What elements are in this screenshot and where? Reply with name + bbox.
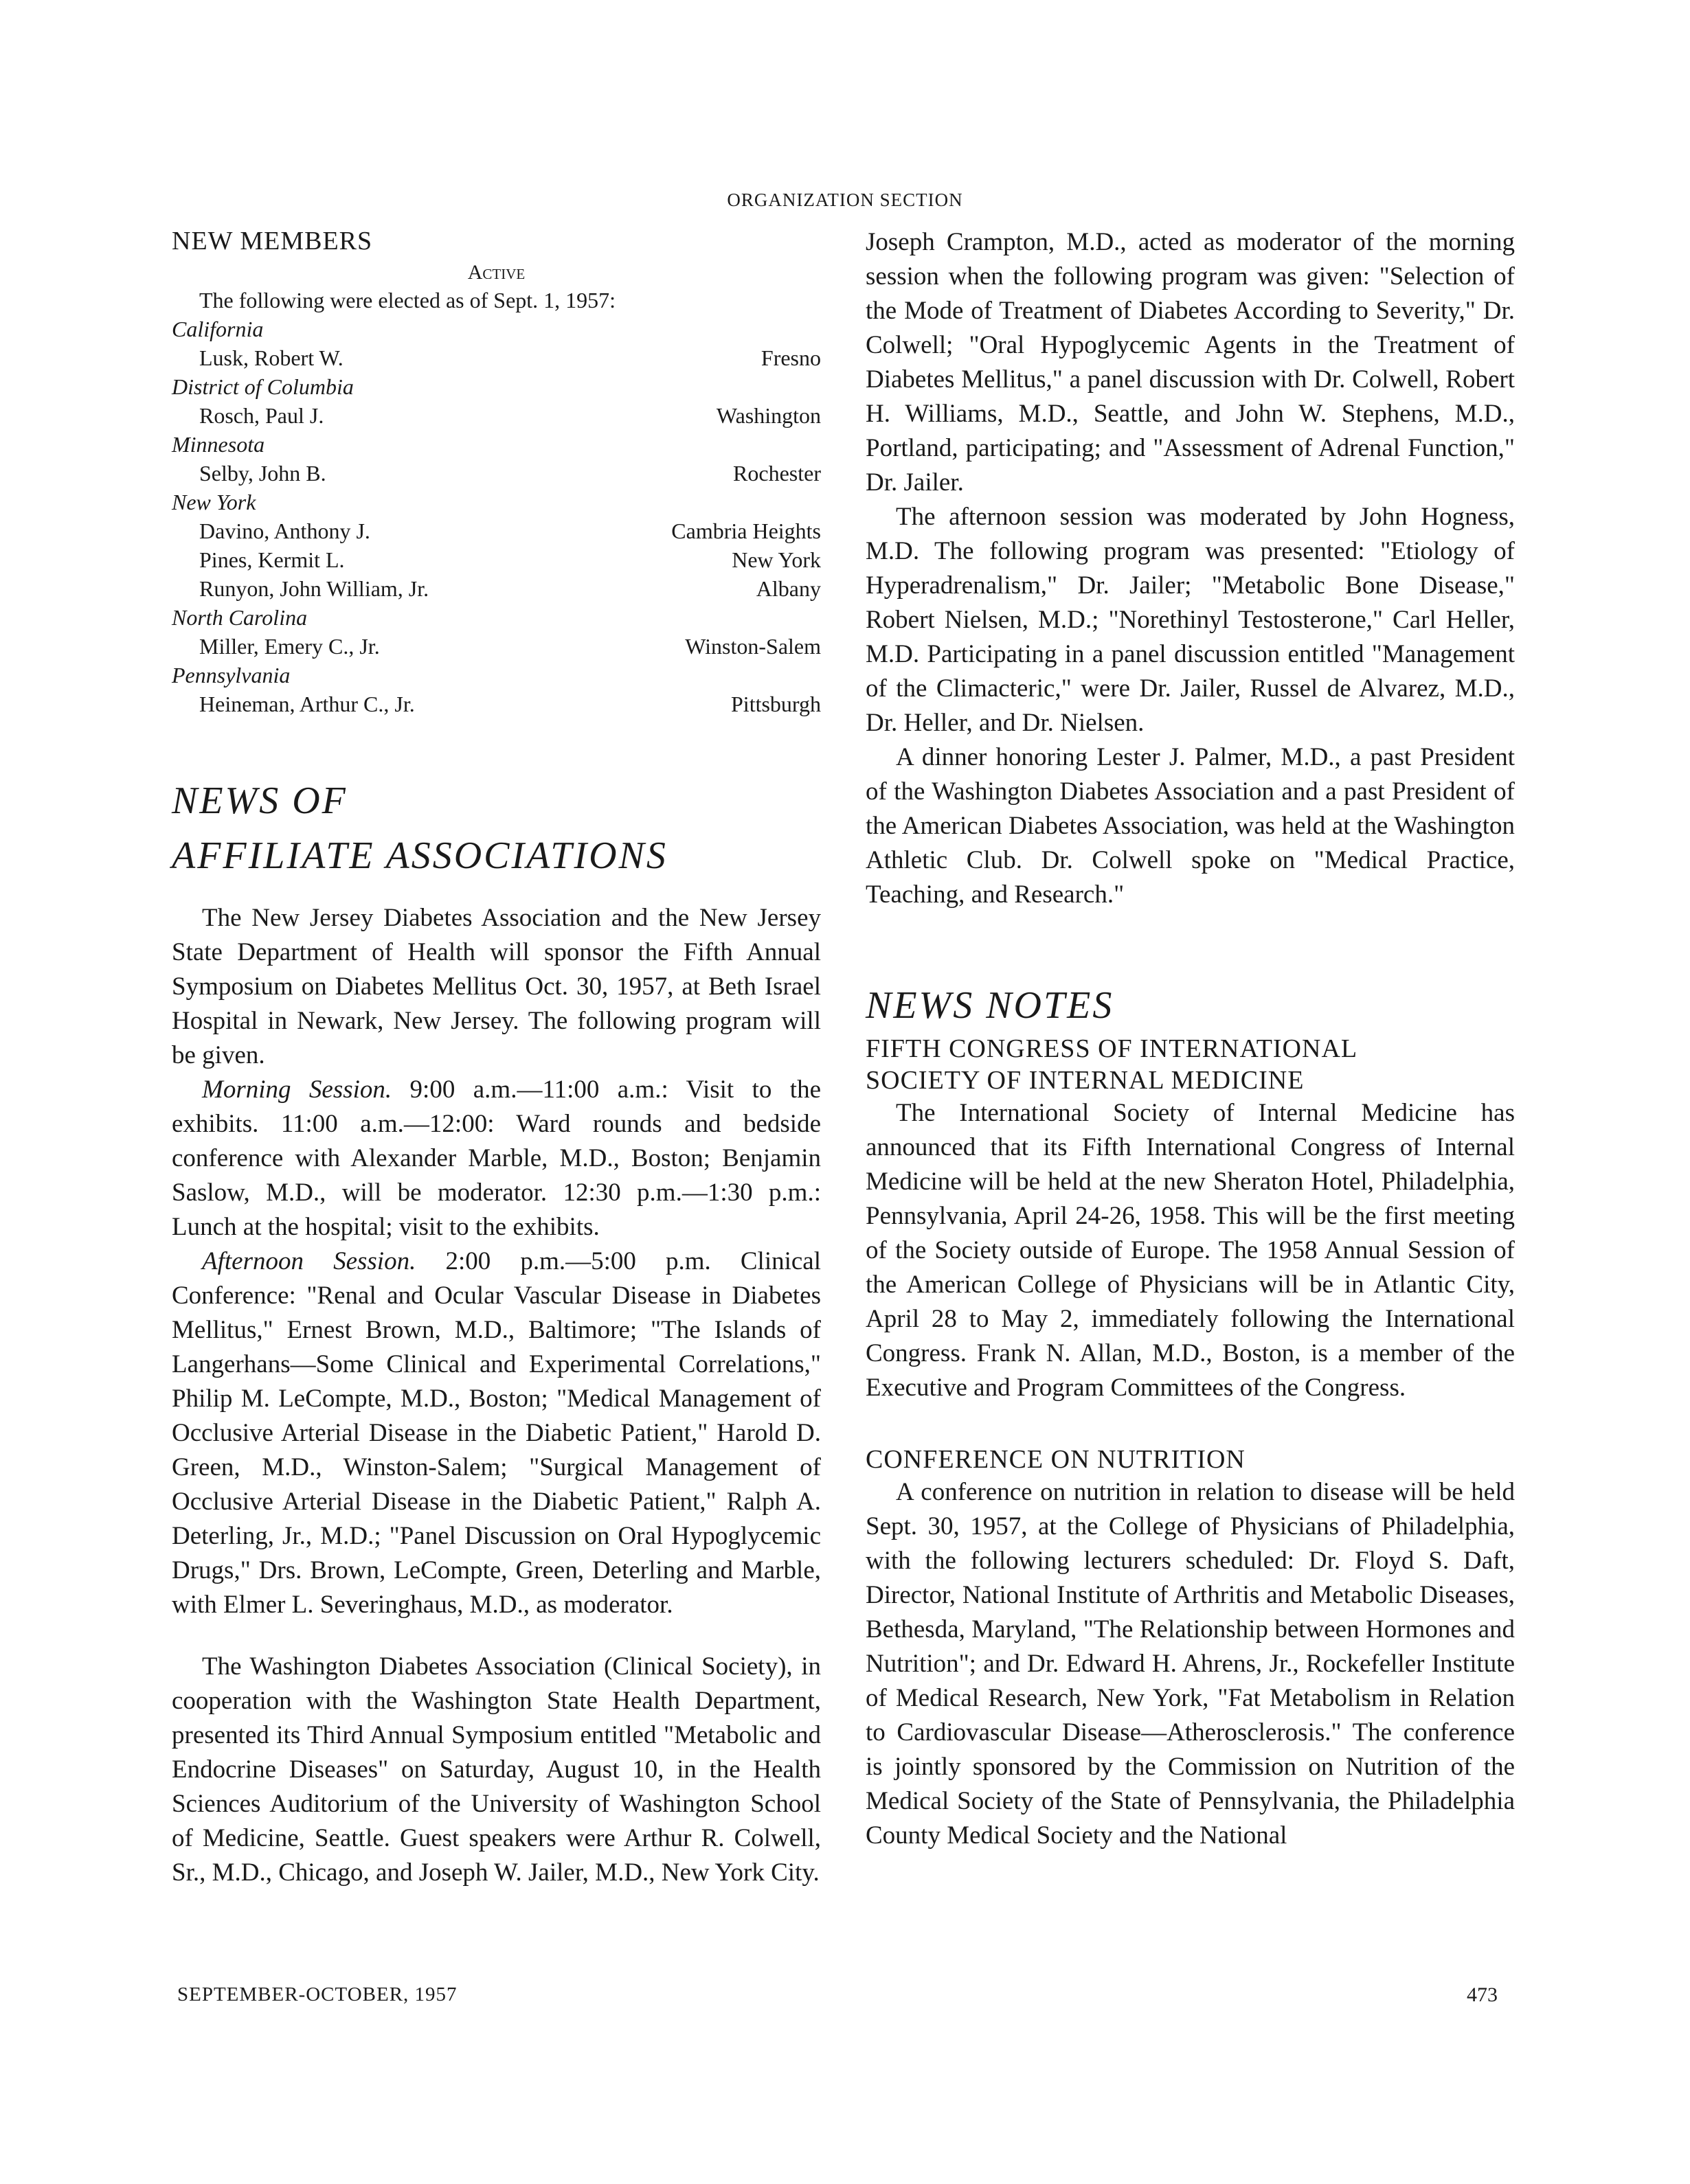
member-name: Selby, John B. (199, 461, 326, 486)
state-label: Minnesota (172, 432, 265, 457)
affiliate-heading-line1: NEWS OF (172, 780, 348, 822)
nutrition-paragraph: A conference on nutrition in relation to disease will be held Sept. 30, 1957, at the College of Physicians of Philadelphia, with the following lecturers scheduled: Dr. Floyd S. Daft, Director, National Institute of Arthritis and Metabolic Diseases, Bethesda, Maryland, "The Relationship between Hormones and Nutrition"; and Dr. Edward H. Ahrens, Jr., Rockefeller Institute of Medical Research, New York, "Fat Metabolism in Relation to Cardiovascular Disease—Atherosclerosis." The conference is jointly sponsored by the Commission on Nutrition of the Medical Society of the State of Pennsylvania, the Philadelphia County Medical Society and the National (866, 1478, 1515, 1850)
congress-heading-line2: SOCIETY OF INTERNAL MEDICINE (866, 1066, 1305, 1095)
member-row (172, 401, 821, 430)
afternoon-session-label: Afternoon Session. (202, 1247, 416, 1275)
member-row (172, 690, 821, 718)
member-row (172, 545, 821, 574)
morning-session-paragraph (172, 1073, 821, 1244)
active-subheading: Active (467, 261, 526, 284)
member-row (172, 574, 821, 603)
members-intro: The following were elected as of Sept. 1, 1957: (199, 288, 616, 312)
washington-continued-paragraph: Joseph Crampton, M.D., acted as moderator of the morning session when the following program was given: "Selection of the Mode of Treatment of Diabetes According to Severity," Dr. Colwell; "Oral Hypoglycemic Agents in the Treatment of Diabetes Mellitus," a panel discussion with Dr. Colwell, Robert H. Williams, M.D., Seattle, and John W. Stephens, M.D., Portland, participating; and "Assessment of Adrenal Function," Dr. Jailer. (866, 228, 1515, 497)
member-city: Fresno (760, 345, 821, 370)
state-label: North Carolina (172, 605, 308, 630)
nutrition-heading: CONFERENCE ON NUTRITION (866, 1445, 1246, 1474)
member-name: Runyon, John William, Jr. (199, 576, 429, 601)
member-city: Pittsburgh (731, 692, 821, 716)
affiliate-heading-line2: AFFILIATE ASSOCIATIONS (172, 834, 668, 877)
washington-afternoon-paragraph: The afternoon session was moderated by John Hogness, M.D. The following program was presented: "Etiology of Hyperadrenalism," Dr. Jailer; "Metabolic Bone Disease," Robert Nielsen, M.D.; "Norethinyl Testosterone," Carl Heller, M.D. Participating in a panel discussion entitled "Management of the Climacteric," were Dr. Jailer, Russel de Alvarez, M.D., Dr. Heller, and Dr. Nielsen. (866, 503, 1515, 737)
state-label: District of Columbia (172, 374, 354, 399)
page-number: 473 (1467, 1983, 1498, 2006)
left-column (172, 225, 821, 1890)
member-row (172, 343, 821, 372)
member-name: Miller, Emery C., Jr. (199, 634, 380, 659)
morning-session-text: 9:00 a.m.—11:00 a.m.: Visit to the exhibits. 11:00 a.m.—12:00: Ward rounds and bedside conference with Alexander Marble, M.D., Boston; Benjamin Saslow, M.D., will be moderator. 12:30 p.m.—1:30 p.m.: Lunch at the hospital; visit to the exhibits. (172, 1076, 822, 1241)
afternoon-session-text: 2:00 p.m.—5:00 p.m. Clinical Conference: "Renal and Ocular Vascular Disease in Diabetes Mellitus," Ernest Brown, M.D., Baltimore; "The Islands of Langerhans—Some Clinical and Experimental Correlations," Philip M. LeCompte, M.D., Boston; "Medical Management of Occlusive Arterial Disease in the Diabetic Patient," Harold D. Green, M.D., Winston-Salem; "Surgical Management of Occlusive Arterial Disease in the Diabetic Patient," Ralph A. Deterling, Jr., M.D.; "Panel Discussion on Oral Hypoglycemic Drugs," Drs. Brown, LeCompte, Green, Deterling and Marble, with Elmer L. Severinghaus, M.D., as moderator. (172, 1247, 822, 1619)
running-head: ORGANIZATION SECTION (727, 190, 963, 210)
right-column (866, 225, 1515, 1853)
member-name: Davino, Anthony J. (199, 519, 370, 543)
morning-session-label: Morning Session. (202, 1076, 392, 1104)
nj-paragraph: The New Jersey Diabetes Association and the New Jersey State Department of Health will sponsor the Fifth Annual Symposium on Diabetes Mellitus Oct. 30, 1957, at Beth Israel Hospital in Newark, New Jersey. The following program will be given. (172, 904, 821, 1069)
member-name: Heineman, Arthur C., Jr. (199, 692, 415, 716)
member-city: Rochester (733, 461, 821, 486)
member-city: Winston-Salem (685, 634, 821, 659)
washington-dinner-paragraph: A dinner honoring Lester J. Palmer, M.D., a past President of the Washington Diabetes Association and a past President of the American Diabetes Association, was held at the Washington Athletic Club. Dr. Colwell spoke on "Medical Practice, Teaching, and Research." (866, 743, 1515, 909)
state-label: California (172, 317, 264, 341)
news-notes-heading: NEWS NOTES (866, 984, 1114, 1027)
member-name: Rosch, Paul J. (199, 403, 324, 428)
state-label: New York (172, 490, 256, 514)
member-row (172, 459, 821, 488)
issue-date: SEPTEMBER-OCTOBER, 1957 (177, 1983, 458, 2005)
member-city: Cambria Heights (671, 519, 821, 543)
member-row (172, 516, 821, 545)
member-row (172, 632, 821, 661)
member-city: New York (732, 547, 821, 572)
congress-heading-line1: FIFTH CONGRESS OF INTERNATIONAL (866, 1034, 1358, 1063)
congress-paragraph: The International Society of Internal Medicine has announced that its Fifth International Congress of Internal Medicine will be held at the new Sheraton Hotel, Philadelphia, Pennsylvania, April 24-26, 1958. This will be the first meeting of the Society outside of Europe. The 1958 Annual Session of the American College of Physicians will be in Atlantic City, April 28 to May 2, immediately following the International Congress. Frank N. Allan, M.D., Boston, is a member of the Executive and Program Committees of the Congress. (866, 1099, 1515, 1402)
member-city: Albany (756, 576, 821, 601)
new-members-heading: NEW MEMBERS (172, 227, 373, 255)
members-list (172, 315, 821, 718)
afternoon-session-paragraph (172, 1244, 821, 1622)
member-name: Lusk, Robert W. (199, 345, 343, 370)
member-name: Pines, Kermit L. (199, 547, 345, 572)
washington-paragraph: The Washington Diabetes Association (Clinical Society), in cooperation with the Washington State Health Department, presented its Third Annual Symposium entitled "Metabolic and Endocrine Diseases" on Saturday, August 10, in the Health Sciences Auditorium of the University of Washington School of Medicine, Seattle. Guest speakers were Arthur R. Colwell, Sr., M.D., Chicago, and Joseph W. Jailer, M.D., New York City. (172, 1652, 821, 1887)
state-label: Pennsylvania (172, 663, 291, 687)
member-city: Washington (716, 403, 821, 428)
